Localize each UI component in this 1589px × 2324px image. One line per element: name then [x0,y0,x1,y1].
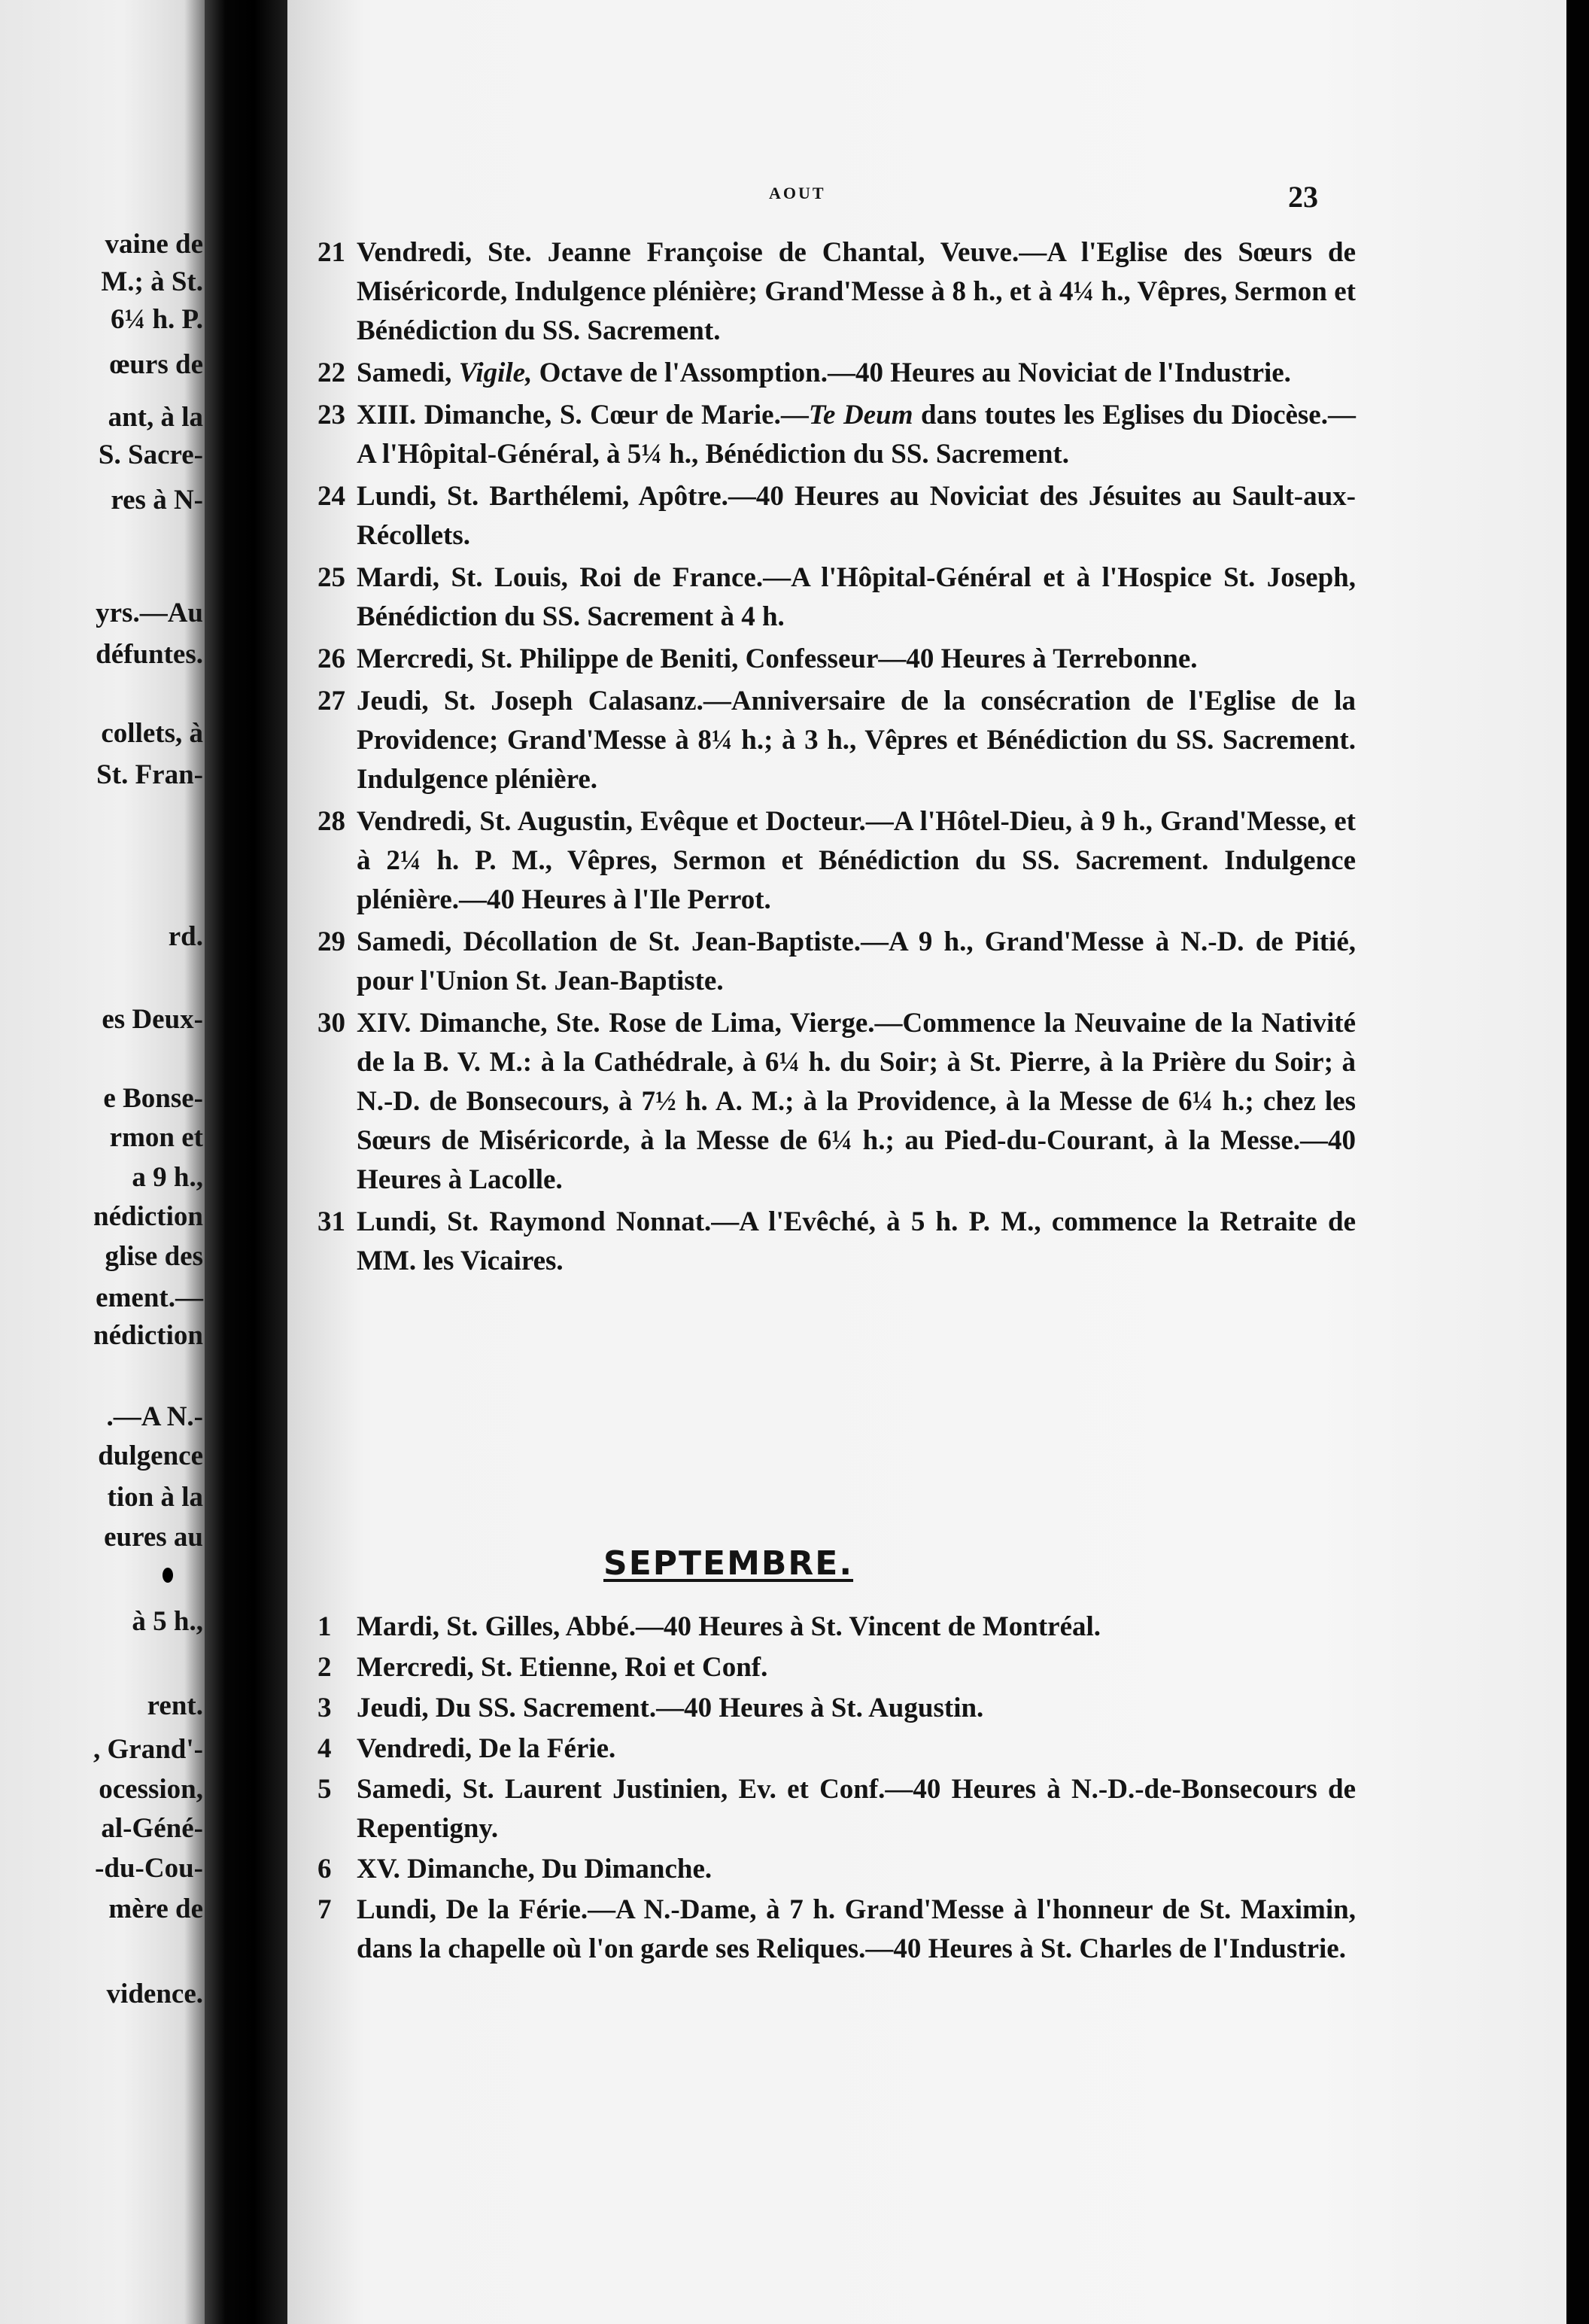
left-page-text-fragment: , Grand'- [93,1734,203,1765]
entry-day-number: 26 [317,643,345,674]
calendar-entry [317,558,1356,637]
calendar-entry [317,1891,1356,1969]
entry-text: Jeudi, St. Joseph Calasanz.—Anniversaire de la consécration de l'Eglise de la Providence; Grand'Messe à 8¼ h.; à 3 h., Vêpres et Bénédiction du SS. Sacrement. Indulgence plénière. [357,686,1356,795]
entry-text [357,396,1356,474]
entry-day-number: 1 [317,1611,332,1642]
left-page-text-fragment: St. Fran- [96,759,203,790]
left-page-text-fragment: 6¼ h. P. [110,304,203,335]
left-page-text-fragment: vidence. [106,1979,203,2009]
entry-text: XIV. Dimanche, Ste. Rose de Lima, Vierge.—Commence la Neuvaine de la Nativité de la B. V. M.: à la Cathédrale, à 6¼ h. du Soir; à St. Pierre, à la Prière du Soir; à N.-D. de Bonsecours, à 7½ h. A. M.; à la Providence, à la Messe de 6¼ h.; chez les Sœurs de Miséricorde, à la Messe de 6¼ h.; au Pied-du-Courant, à la Messe.—40 Heures à Lacolle. [357,1008,1356,1195]
calendar-entry [317,802,1356,920]
entry-text: Samedi, Décollation de St. Jean-Baptiste.—A 9 h., Grand'Messe à N.-D. de Pitié, pour l'Union St. Jean-Baptiste. [357,926,1356,996]
entry-text-part: Samedi, [357,357,459,388]
left-page-text-fragment: rent. [147,1690,203,1721]
left-page-text-fragment: dulgence [98,1440,203,1471]
entry-day-number: 4 [317,1733,332,1764]
left-page-text-fragment: -du-Cou- [95,1853,203,1884]
left-page-text-fragment: S. Sacre- [98,440,203,470]
left-page-text-fragment: .—A N.- [106,1401,203,1432]
calendar-entry [317,477,1356,555]
entry-text: Mardi, St. Gilles, Abbé.—40 Heures à St. Vincent de Montréal. [357,1611,1101,1642]
entry-text: Lundi, St. Raymond Nonnat.—A l'Evêché, à 5 h. P. M., commence la Retraite de MM. les Vicaires. [357,1206,1356,1276]
entry-day-number: 21 [317,237,345,268]
calendar-entry [317,1608,1356,1647]
calendar-entry [317,354,1356,393]
entry-text: Mardi, St. Louis, Roi de France.—A l'Hôpital-Général et à l'Hospice St. Joseph, Bénédiction du SS. Sacrement à 4 h. [357,562,1356,632]
page-header [287,178,1566,223]
entry-day-number: 3 [317,1693,332,1723]
left-page-text-fragment: e Bonse- [103,1083,203,1114]
section-heading: SEPTEMBRE. [603,1544,854,1583]
entry-day-number: 2 [317,1652,332,1683]
left-page-text-fragment: rmon et [109,1122,203,1153]
entry-text: Vendredi, Ste. Jeanne Françoise de Chantal, Veuve.—A l'Eglise des Sœurs de Miséricorde, Indulgence plénière; Grand'Messe à 8 h., et à 4¼ h., Vêpres, Sermon et Bénédiction du SS. Sacrement. [357,237,1356,346]
left-page-text-fragment: res à N- [111,485,203,516]
entry-text-part: Octave de l'Assomption.—40 Heures au Noviciat de l'Industrie. [532,357,1291,388]
calendar-entry [317,1729,1356,1769]
left-page-text-fragment: vaine de [105,229,203,260]
ink-dot [163,1568,173,1583]
left-page-text-fragment: mère de [108,1894,203,1924]
entry-text: Mercredi, St. Etienne, Roi et Conf. [357,1652,768,1683]
left-page-text-fragment: yrs.—Au [96,598,203,628]
entry-day-number: 24 [317,481,345,512]
calendar-entry [317,233,1356,351]
entry-text-italic: Te Deum [808,400,913,430]
left-page-text-fragment: ocession, [99,1774,203,1805]
entry-day-number: 6 [317,1854,332,1884]
left-page-text-fragment: œurs de [109,349,203,380]
book-gutter [205,0,287,2324]
entry-day-number: 28 [317,806,345,837]
left-page-text-fragment: ement.— [96,1282,203,1313]
left-page-text-fragment: collets, à [101,718,203,749]
calendar-entry [317,923,1356,1001]
entry-text: Vendredi, De la Férie. [357,1733,616,1764]
entry-text [357,354,1356,393]
calendar-entry [317,396,1356,474]
calendar-entry [317,1203,1356,1281]
calendar-entry [317,1648,1356,1687]
calendar-entry [317,1770,1356,1848]
entry-day-number: 5 [317,1774,332,1805]
entry-day-number: 7 [317,1894,332,1925]
entry-day-number: 29 [317,926,345,957]
left-page-text-fragment: M.; à St. [101,266,203,297]
entry-text: Samedi, St. Laurent Justinien, Ev. et Conf.—40 Heures à N.-D.-de-Bonsecours de Repentigny. [357,1774,1356,1844]
calendar-entry [317,640,1356,679]
entry-text: Lundi, De la Férie.—A N.-Dame, à 7 h. Grand'Messe à l'honneur de St. Maximin, dans la chapelle où l'on garde ses Reliques.—40 Heures à St. Charles de l'Industrie. [357,1894,1356,1964]
page-edge [1566,0,1589,2324]
entry-text: XV. Dimanche, Du Dimanche. [357,1854,712,1884]
entry-day-number: 25 [317,562,345,593]
entry-text-part: XIII. Dimanche, S. Cœur de Marie.— [357,400,809,430]
left-page-text-fragment: rd. [168,921,203,952]
calendar-entry [317,1850,1356,1889]
entry-text: Lundi, St. Barthélemi, Apôtre.—40 Heures au Noviciat des Jésuites au Sault-aux-Récollets. [357,481,1356,551]
entry-text-italic: Vigile, [458,357,533,388]
entry-day-number: 22 [317,357,345,388]
left-page-text-fragment: a 9 h., [132,1162,203,1193]
left-page-text-fragment: ant, à la [108,402,203,433]
left-page-text-fragment: al-Géné- [101,1813,203,1844]
calendar-entry [317,1004,1356,1200]
left-page-text-fragment: nédiction [93,1201,203,1232]
left-page-text-fragment: défuntes. [96,639,203,670]
left-page-text-fragment: glise des [105,1241,203,1272]
entry-day-number: 27 [317,686,345,716]
calendar-entry [317,1689,1356,1728]
entry-day-number: 31 [317,1206,345,1237]
entry-text: Mercredi, St. Philippe de Beniti, Confesseur—40 Heures à Terrebonne. [357,643,1198,674]
entry-day-number: 30 [317,1008,345,1039]
left-page-text-fragment: eures au [104,1522,203,1553]
left-page-text-fragment: nédiction [93,1320,203,1351]
left-page-text-fragment: tion à la [107,1482,203,1513]
entry-text: Vendredi, St. Augustin, Evêque et Docteur.—A l'Hôtel-Dieu, à 9 h., Grand'Messe, et à 2¼ h. P. M., Vêpres, Sermon et Bénédiction du SS. Sacrement. Indulgence plénière.—40 Heures à l'Ile Perrot. [357,806,1356,915]
running-head: AOUT [769,184,826,202]
right-page [287,0,1566,2324]
entry-day-number: 23 [317,400,345,430]
calendar-entry [317,682,1356,799]
entry-text: Jeudi, Du SS. Sacrement.—40 Heures à St. Augustin. [357,1693,984,1723]
page-number: 23 [1288,180,1318,214]
left-page-text-fragment: à 5 h., [132,1606,203,1637]
left-page-fragment [0,0,205,2324]
left-page-text-fragment: es Deux- [102,1004,203,1035]
entry-text-part: dans toutes les Eglises du Diocèse.—A l'Hôpital-Général, à 5¼ h., Bénédiction du SS. Sacrement. [357,400,1356,470]
